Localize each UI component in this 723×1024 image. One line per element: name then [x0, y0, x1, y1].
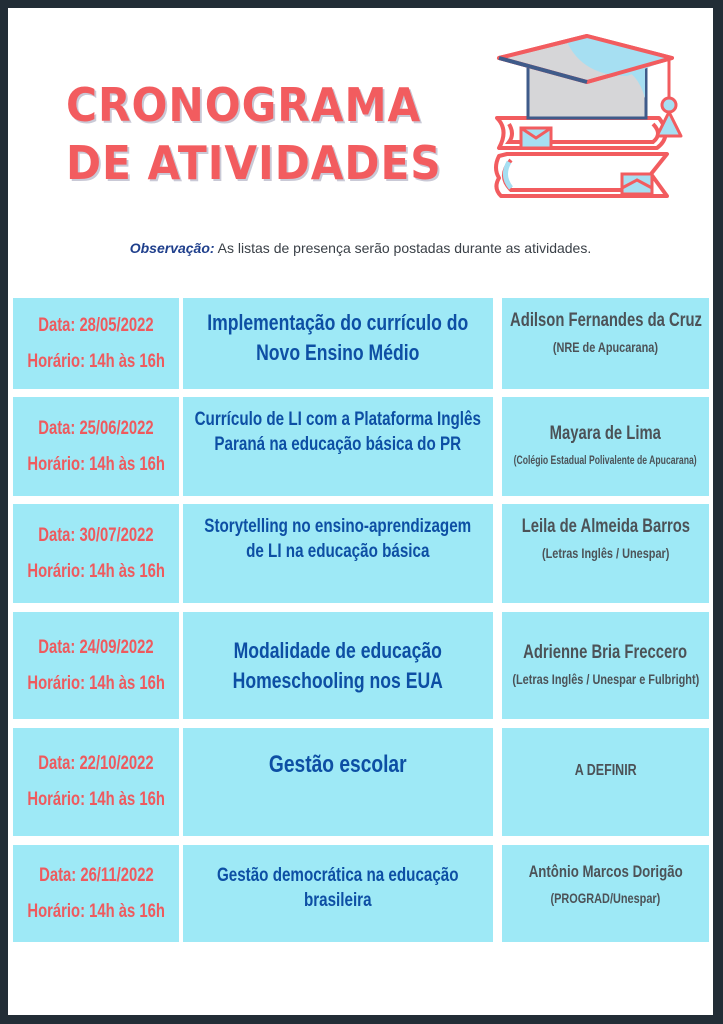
topic-cell — [183, 298, 493, 389]
topic-line-2: Paraná na educação básica do PR — [214, 434, 462, 455]
topic-line-2: Homeschooling nos EUA — [232, 667, 444, 693]
speaker-affiliation: (Letras Inglês / Unespar e Fulbright) — [512, 670, 699, 687]
event-time: Horário: 14h às 16h — [27, 900, 165, 922]
speaker-cell — [502, 612, 709, 719]
speaker-affiliation: (Letras Inglês / Unespar) — [541, 545, 670, 561]
title-line-2: DE ATIVIDADES — [66, 136, 442, 190]
event-date: Data: 22/10/2022 — [38, 753, 154, 774]
topic-line-1: Implementação do currículo do — [207, 310, 469, 335]
date-cell — [13, 845, 179, 942]
topic-line-1: Gestão escolar — [269, 751, 407, 778]
speaker-cell — [502, 397, 709, 496]
observation-note — [8, 240, 713, 256]
event-time: Horário: 14h às 16h — [27, 560, 165, 582]
observation-label: Observação: — [129, 240, 215, 256]
event-topic — [183, 750, 493, 780]
topic-line-2: brasileira — [304, 890, 372, 911]
graduation-cap-on-books-icon — [487, 28, 687, 203]
date-cell — [13, 397, 179, 496]
speaker-name: Antônio Marcos Dorigão — [528, 862, 683, 881]
speaker-cell — [502, 298, 709, 389]
event-date: Data: 28/05/2022 — [38, 314, 154, 336]
topic-line-2: de LI na educação básica — [246, 541, 430, 562]
date-cell — [13, 728, 179, 836]
event-date: Data: 26/11/2022 — [38, 864, 154, 886]
topic-cell — [183, 504, 493, 603]
topic-cell — [183, 845, 493, 942]
event-topic — [183, 863, 493, 913]
topic-cell — [183, 728, 493, 836]
event-time: Horário: 14h às 16h — [27, 789, 165, 810]
schedule-poster — [8, 8, 713, 1015]
speaker-cell — [502, 504, 709, 603]
speaker-name: Adrienne Bria Freccero — [523, 641, 688, 663]
date-cell — [13, 504, 179, 603]
speaker-name: Adilson Fernandes da Cruz — [509, 310, 702, 331]
page-title — [66, 76, 442, 192]
topic-line-1: Storytelling no ensino-aprendizagem — [204, 516, 472, 537]
speaker-affiliation: (PROGRAD/Unespar) — [550, 890, 661, 906]
event-date: Data: 30/07/2022 — [38, 524, 154, 546]
date-cell — [13, 298, 179, 389]
event-date: Data: 24/09/2022 — [38, 636, 154, 658]
event-date: Data: 25/06/2022 — [38, 417, 154, 439]
topic-line-1: Currículo de LI com a Plataforma Inglês — [194, 409, 482, 430]
event-topic — [183, 407, 493, 457]
topic-cell — [183, 612, 493, 719]
speaker-cell — [502, 728, 709, 836]
title-line-1: CRONOGRAMA — [66, 78, 422, 132]
topic-cell — [183, 397, 493, 496]
date-cell — [13, 612, 179, 719]
event-topic — [183, 636, 493, 696]
speaker-cell — [502, 845, 709, 942]
event-time: Horário: 14h às 16h — [27, 453, 165, 475]
event-time: Horário: 14h às 16h — [27, 672, 165, 694]
observation-text: As listas de presença serão postadas durante as atividades. — [214, 240, 592, 256]
speaker-affiliation: (NRE de Apucarana) — [552, 339, 659, 355]
event-topic — [183, 514, 493, 564]
topic-line-1: Modalidade de educação — [233, 637, 443, 663]
speaker-name: Leila de Almeida Barros — [521, 516, 690, 537]
speaker-name: Mayara de Lima — [549, 422, 662, 444]
speaker-affiliation: (Colégio Estadual Polivalente de Apucarana) — [513, 452, 698, 467]
event-time: Horário: 14h às 16h — [27, 350, 165, 372]
topic-line-2: Novo Ensino Médio — [256, 340, 420, 365]
topic-line-1: Gestão democrática na educação — [217, 865, 459, 886]
speaker-name: A DEFINIR — [574, 762, 637, 779]
event-topic — [183, 308, 493, 368]
